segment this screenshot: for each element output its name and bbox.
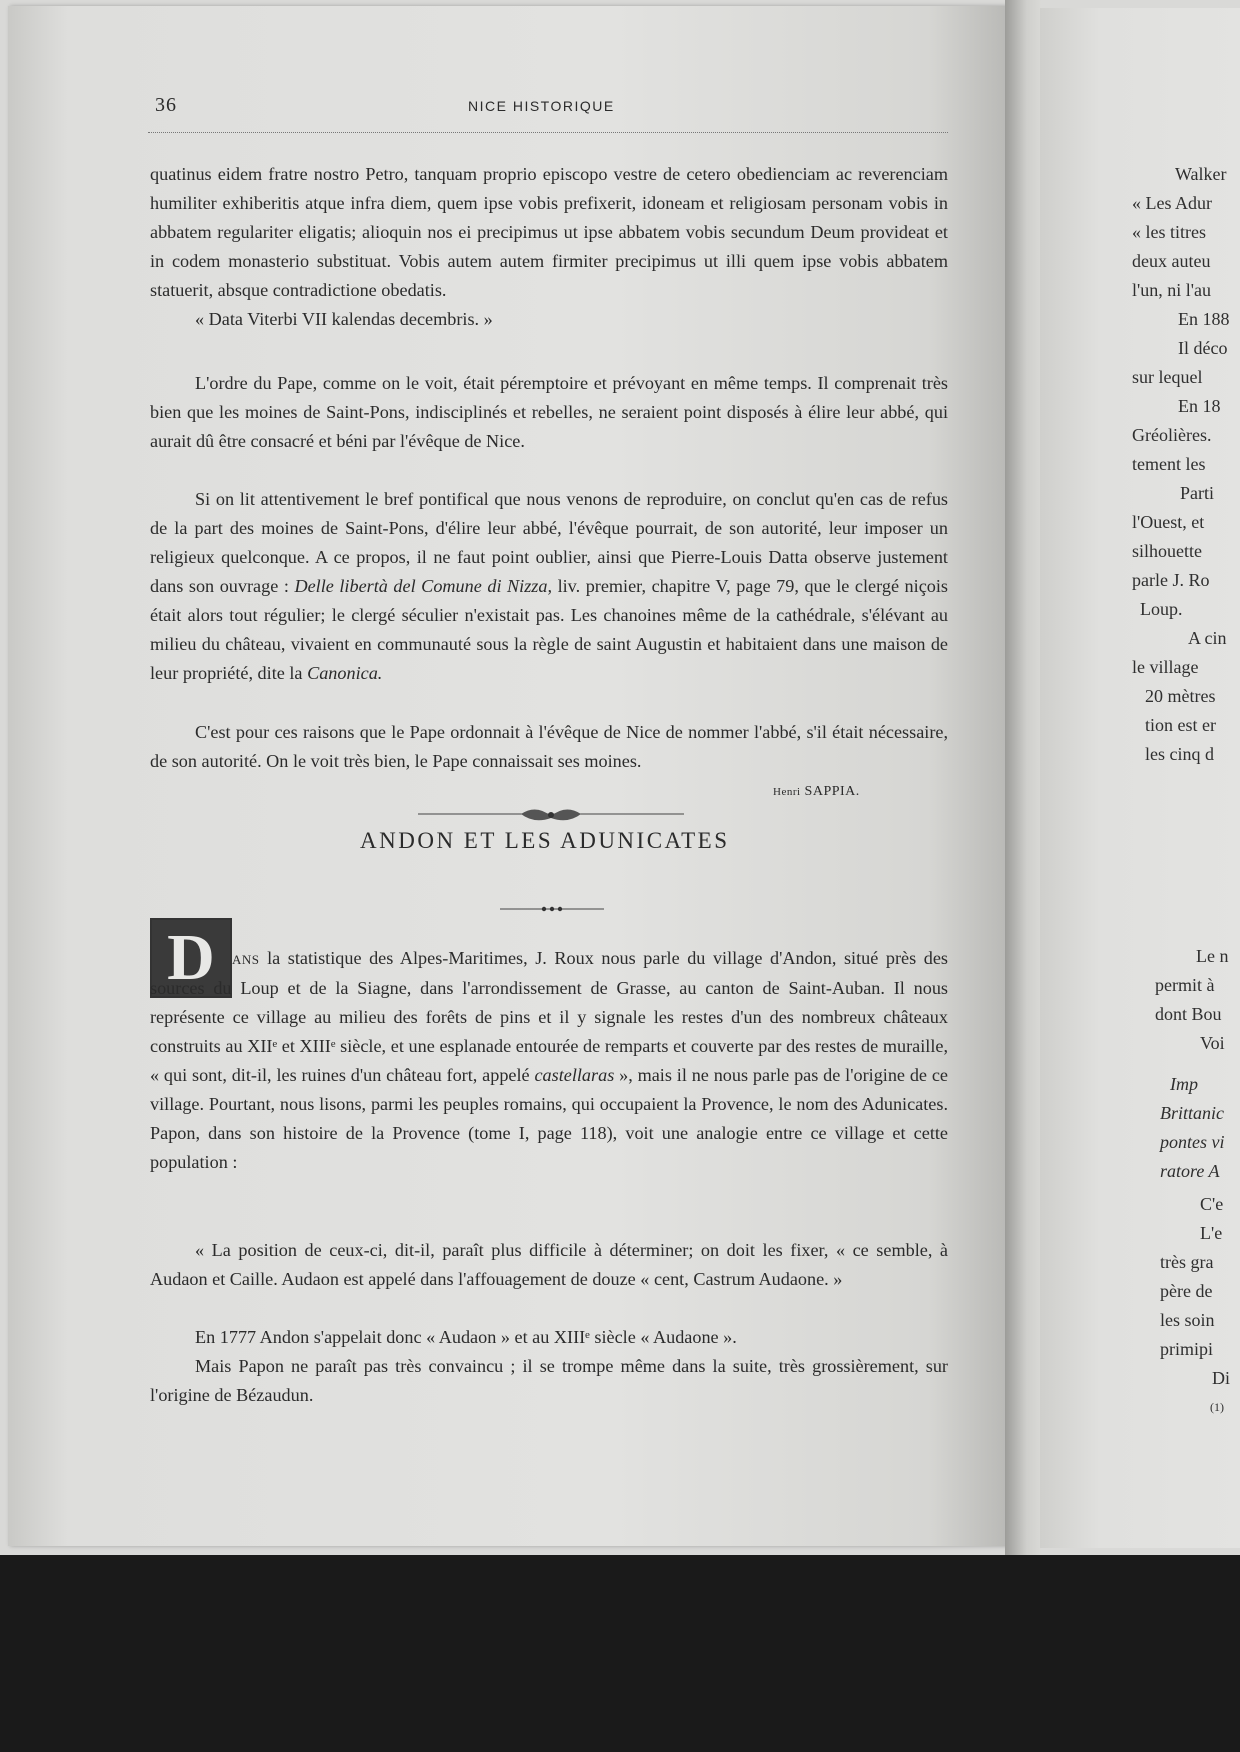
latin-text-block <box>150 160 948 334</box>
latin-date-line: « Data Viterbi VII kalendas decembris. » <box>195 309 493 329</box>
small-caps-opening: ANS <box>232 952 260 967</box>
paragraph-andon <box>150 944 948 1177</box>
right-line: les cinq d <box>1145 744 1214 764</box>
paragraph-order <box>150 369 948 456</box>
right-line: Il déco <box>1178 338 1228 358</box>
right-line: Gréolières. <box>1132 425 1212 445</box>
paragraph-raisons-text: C'est pour ces raisons que le Pape ordonnait à l'évêque de Nice de nommer l'abbé, s'il était nécessaire, de son autorité. On le voit très bien, le Pape connaissait ses moines. <box>150 722 948 771</box>
paragraph-bref <box>150 485 948 688</box>
right-line: l'un, ni l'au <box>1132 280 1211 300</box>
right-line: le village <box>1132 657 1199 677</box>
right-line: Di <box>1212 1368 1230 1388</box>
drop-cap-letter: D <box>167 921 215 994</box>
right-line: « Les Adur <box>1132 193 1212 213</box>
paragraph-papon-text: Mais Papon ne paraît pas très convaincu ; il se trompe même dans la suite, très grossièrement, sur l'origine de Bézaudun. <box>150 1356 948 1405</box>
work-title: Delle libertà del Comune di Nizza, <box>294 576 553 596</box>
castellaras-term: castellaras <box>534 1065 615 1085</box>
right-line: primipi <box>1160 1339 1213 1359</box>
paragraph-andon-text <box>150 944 948 1177</box>
andon-text-start: la statistique des Alpes-Maritimes, J. Roux nous parle du village d'Andon, situé près des sources du Loup et de la Siagne, dans l'arrondissement de Grasse, au canton de Saint-Auban. Il nous représente ce village au milieu des forêts de pins et il y signale les restes d'un des nombreux châteaux construits au XIIᵉ et XIIIᵉ siècle, et une esplanade entourée de remparts et couverte par des restes de muraille, « qui sont, dit-il, les ruines d'un château fort, appelé <box>150 948 948 1085</box>
right-line: 20 mètres <box>1145 686 1216 706</box>
small-ornament <box>500 904 604 914</box>
right-line: père de <box>1160 1281 1213 1301</box>
scanner-background <box>0 1555 1240 1752</box>
bref-text-start: Si on lit attentivement le bref pontifical que nous venons de reproduire, on conclut qu'en cas de refus de la part des moines de Saint-Pons, d'élire leur abbé, l'évêque pourrait, de son autorité, leur imposer un religieux quelconque. A ce propos, il ne faut point oublier, ainsi que Pierre-Louis Datta observe justement dans son ouvrage : <box>150 489 948 596</box>
paragraph-quote <box>150 1236 948 1294</box>
right-line: silhouette <box>1132 541 1202 561</box>
paragraph-papon <box>150 1352 948 1410</box>
ornament-divider <box>418 806 684 826</box>
right-line: Loup. <box>1140 599 1183 619</box>
right-line: C'e <box>1200 1194 1224 1214</box>
right-line: « les titres <box>1132 222 1206 242</box>
right-line: deux auteu <box>1132 251 1211 271</box>
right-line: tion est er <box>1145 715 1216 735</box>
right-line: les soin <box>1160 1310 1215 1330</box>
right-line: A cin <box>1188 628 1227 648</box>
right-line: Imp <box>1170 1074 1198 1094</box>
book-gutter <box>1005 0 1041 1555</box>
signature-last-name: SAPPIA. <box>804 784 860 799</box>
right-line: dont Bou <box>1155 1004 1222 1024</box>
right-line: Le n <box>1196 946 1229 966</box>
right-line: sur lequel <box>1132 367 1203 387</box>
paragraph-raisons <box>150 718 948 776</box>
right-line: Brittanic <box>1160 1103 1224 1123</box>
right-line: pontes vi <box>1160 1132 1225 1152</box>
right-line: L'e <box>1200 1223 1223 1243</box>
header-rule <box>148 132 948 133</box>
right-line: très gra <box>1160 1252 1214 1272</box>
latin-paragraph: quatinus eidem fratre nostro Petro, tanquam proprio episcopo vestre de cetero obedienciam ac reverenciam humiliter exhiberitis atque infra diem, quem ipse vobis prefixerit, idoneam et religiosam personam vobis in abbatem regulariter eligatis; alioquin nos ei precipimus ut ipse abbatem vobis secundum Deum provideat et in codem monasterio substituat. Vobis autem autem firmiter precipimus ut illi quem ipse vobis abbatem statuerit, absque contradictione obedatis. <box>150 164 948 300</box>
paragraph-order-text: L'ordre du Pape, comme on le voit, était péremptoire et prévoyant en même temps. Il comprenait très bien que les moines de Saint-Pons, indisciplinés et rebelles, ne seraient point disposés à élire leur abbé, qui aurait dû être consacré et béni par l'évêque de Nice. <box>150 373 948 451</box>
right-line: Walker <box>1175 164 1227 184</box>
right-line: tement les <box>1132 454 1206 474</box>
right-line: En 188 <box>1178 309 1230 329</box>
paragraph-1777 <box>150 1323 948 1352</box>
section-title: ANDON ET LES ADUNICATES <box>360 828 730 853</box>
page-number: 36 <box>155 94 177 116</box>
bref-text-middle: liv. premier, chapitre V, page 79, que le clergé niçois était alors tout régulier; le clergé séculier n'existait pas. Les chanoines même de la cathédrale, s'élévant au milieu du château, vivaient en communauté sous la règle de saint Augustin et habitaient dans une maison de leur propriété, dite la <box>150 576 949 683</box>
signature <box>773 784 860 800</box>
papon-quote: « La position de ceux-ci, dit-il, paraît plus difficile à déterminer; on doit les fixer, « ce semble, à Audaon et Caille. Audaon est appelé dans l'affouagement de douze « cent, Castrum Audaone. » <box>150 1240 948 1289</box>
paragraph-1777-text: En 1777 Andon s'appelait donc « Audaon » et au XIIIᵉ siècle « Audaone ». <box>195 1327 737 1347</box>
running-title: NICE HISTORIQUE <box>468 98 615 114</box>
right-line: l'Ouest, et <box>1132 512 1205 532</box>
right-line: En 18 <box>1178 396 1221 416</box>
andon-text-end: », mais il ne nous parle pas de l'origine de ce village. Pourtant, nous lisons, parmi les peuples romains, qui occupaient la Provence, le nom des Adunicates. Papon, dans son histoire de la Provence (tome I, page 118), voit une analogie entre ce village et cette population : <box>150 1065 948 1172</box>
right-line: parle J. Ro <box>1132 570 1210 590</box>
right-line: permit à <box>1155 975 1215 995</box>
right-line: Voi <box>1200 1033 1225 1053</box>
paragraph-bref-text <box>150 485 948 688</box>
right-line: Parti <box>1180 483 1214 503</box>
canonica-term: Canonica. <box>307 663 383 683</box>
signature-first-name: Henri <box>773 786 801 798</box>
right-line: ratore A <box>1160 1161 1220 1181</box>
right-line: (1) <box>1210 1400 1224 1414</box>
